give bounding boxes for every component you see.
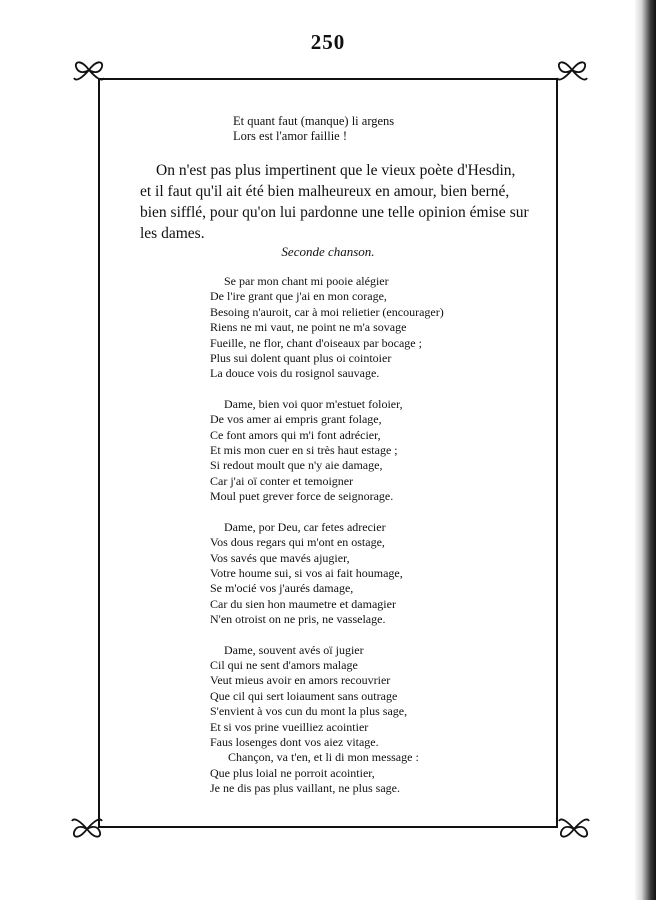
- verse-line: Je ne dis pas plus vaillant, ne plus sage.: [210, 781, 400, 796]
- stanza: [210, 520, 444, 628]
- stanza: [210, 643, 444, 797]
- verse-line: Besoing n'auroit, car à moi relietier (encourager): [210, 304, 444, 319]
- poem: [210, 274, 444, 812]
- verse-line: Car du sien hon maumetre et damagier: [210, 596, 396, 611]
- epigraph-quote: [233, 114, 394, 144]
- quote-line: Et quant faut (manque) li argens: [233, 114, 395, 128]
- verse-line: Cil qui ne sent d'amors malage: [210, 657, 358, 672]
- corner-ornament-icon: [72, 56, 106, 84]
- corner-ornament-icon: [557, 815, 591, 843]
- verse-line: Se m'ocié vos j'aurés damage,: [210, 581, 354, 596]
- prose-line: On n'est pas plus impertinent que le vieux poète d'Hesdin,: [156, 162, 516, 179]
- verse-line: Dame, bien voi quor m'estuet foloier,: [224, 396, 403, 411]
- quote-line: Lors est l'amor faillie !: [233, 129, 348, 143]
- page-number: 250: [310, 30, 346, 54]
- frame-bottom-border: [98, 826, 556, 828]
- verse-line: Dame, souvent avés oï jugier: [224, 642, 364, 657]
- verse-line: Et mis mon cuer en si très haut estage ;: [210, 443, 398, 458]
- verse-line: Car j'ai oï conter et temoigner: [210, 473, 354, 488]
- verse-line: Que plus loial ne porroit acointier,: [210, 765, 375, 780]
- verse-line: Vos savés que mavés ajugier,: [210, 550, 350, 565]
- verse-line: Dame, por Deu, car fetes adrecier: [224, 519, 386, 534]
- verse-line: Se par mon chant mi pooie alégier: [224, 274, 389, 288]
- verse-line: Plus sui dolent quant plus oi cointoier: [210, 351, 392, 366]
- verse-line: Veut mieus avoir en amors recouvrier: [210, 673, 391, 688]
- verse-line: Et si vos prine vueilliez acointier: [210, 719, 369, 734]
- corner-ornament-icon: [555, 56, 589, 84]
- verse-line: Si redout moult que n'y aie damage,: [210, 458, 383, 473]
- verse-line: Fueille, ne flor, chant d'oiseaux par bocage ;: [210, 335, 422, 350]
- verse-line: Que cil qui sert loiaument sans outrage: [210, 688, 398, 703]
- verse-line: Faus losenges dont vos aiez vitage.: [210, 734, 379, 749]
- prose-paragraph: [140, 160, 529, 244]
- verse-line: Ce font amors qui m'i font adrécier,: [210, 427, 381, 442]
- section-subtitle: Seconde chanson.: [281, 244, 375, 259]
- verse-line: De l'ire grant que j'ai en mon corage,: [210, 289, 387, 304]
- verse-line: Chançon, va t'en, et li di mon message :: [228, 750, 419, 765]
- page-edge-shadow: [634, 0, 656, 900]
- frame-top-border: [98, 78, 556, 80]
- verse-line: Riens ne mi vaut, ne point ne m'a sovage: [210, 320, 407, 335]
- verse-line: N'en otroist on ne pris, ne vasselage.: [210, 612, 386, 627]
- verse-line: Moul puet grever force de seignorage.: [210, 489, 394, 504]
- prose-line: et il faut qu'il ait été bien malheureux en amour, bien berné,: [140, 183, 510, 200]
- prose-line: bien sifflé, pour qu'on lui pardonne une telle opinion émise sur: [140, 204, 529, 221]
- prose-line: les dames.: [140, 225, 205, 242]
- frame-left-border: [98, 78, 100, 828]
- verse-line: Votre houme sui, si vos ai fait houmage,: [210, 565, 403, 580]
- verse-line: La douce vois du rosignol sauvage.: [210, 366, 380, 381]
- frame-right-border: [556, 78, 558, 828]
- stanza: [210, 274, 444, 382]
- verse-line: S'envient à vos cun du mont la plus sage,: [210, 704, 408, 719]
- stanza: [210, 397, 444, 505]
- verse-line: Vos dous regars qui m'ont en ostage,: [210, 535, 385, 550]
- verse-line: De vos amer ai empris grant folage,: [210, 412, 382, 427]
- corner-ornament-icon: [70, 815, 104, 843]
